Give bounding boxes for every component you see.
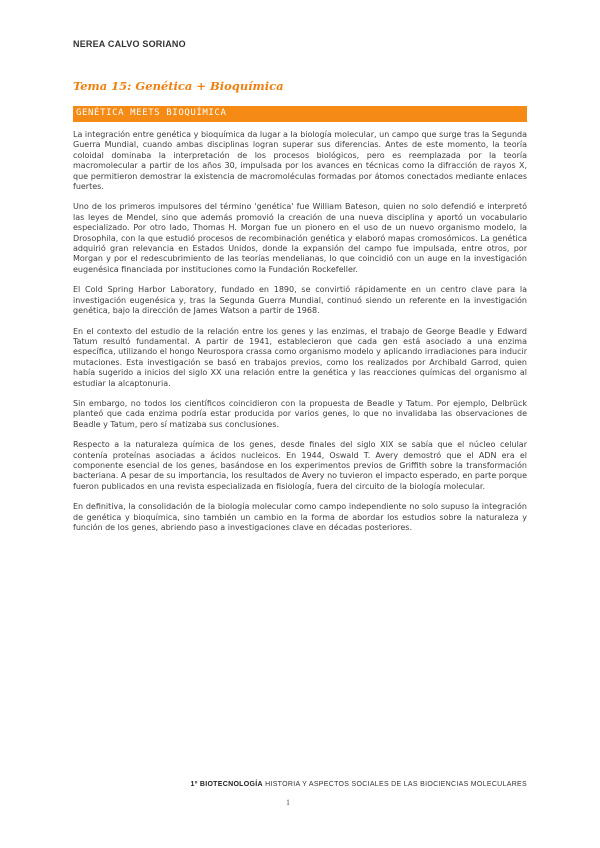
section-header (73, 106, 527, 122)
page-number: 1 (286, 798, 290, 807)
paragraph: El Cold Spring Harbor Laboratory, fundado en 1890, se convirtió rápidamente en un centro clave para la investigación eugenésica y, tras la Segunda Guerra Mundial, continuó siendo un referente en la investigación genética, bajo la dirección de James Watson a partir de 1968. (73, 285, 527, 316)
paragraph: En definitiva, la consolidación de la biología molecular como campo independiente no solo supuso la integración de genética y bioquímica, sino también un cambio en la forma de abordar los estudios sobre la naturaleza y función de los genes, abriendo paso a investigaciones clave en décadas posteriores. (73, 502, 527, 532)
author-name: NEREA CALVO SORIANO (73, 39, 186, 49)
paragraph: La integración entre genética y bioquímica da lugar a la biología molecular, un campo que surge tras la Segunda Guerra Mundial, cuando ambas disciplinas logran superar sus diferencias. Antes de este momento, la teoría coloidal dominaba la interpretación de los procesos biológicos, pero es reemplazada por la teoría macromolecular a partir de los años 30, impulsada por los avances en técnicas como la difracción de rayos X, que permitieron demostrar la existencia de macromoléculas formadas por átomos conectados mediante enlaces fuertes. (73, 130, 527, 192)
footer-subject: HISTORIA Y ASPECTOS SOCIALES DE LAS BIOCIENCIAS MOLECULARES (265, 781, 527, 788)
page-title: Tema 15: Genética + Bioquímica (73, 79, 284, 93)
paragraph: En el contexto del estudio de la relación entre los genes y las enzimas, el trabajo de George Beadle y Edward Tatum resultó fundamental. A partir de 1941, establecieron que cada gen está asociado a una enzima específica, utilizando el hongo Neurospora crassa como organismo modelo y aplicando irradiaciones para inducir mutaciones. Esta investigación se basó en trabajos previos, como los realizados por Archibald Garrod, quien había sugerido a inicios del siglo XX una relación entre la genética y las reacciones químicas del organismo al estudiar la alcaptonuria. (73, 326, 527, 388)
paragraph: Uno de los primeros impulsores del término 'genética' fue William Bateson, quien no solo defendió e interpretó las leyes de Mendel, sino que además promovió la creación de una nueva disciplina y aportó un vocabulario especializado. Por otro lado, Thomas H. Morgan fue un pionero en el uso de un nuevo organismo modelo, la Drosophila, con la que estudió procesos de recombinación genética y elaboró mapas cromosómicos. La genética adquirió gran relevancia en Estados Unidos, donde la expansión del campo fue impulsada, entre otros, por Morgan y por el redescubrimiento de las teorías mendelianas, lo que coincidió con un auge en la investigación eugenésica financiada por instituciones como la Fundación Rockefeller. (73, 202, 527, 274)
page-footer (191, 781, 527, 788)
paragraph: Sin embargo, no todos los científicos coincidieron con la propuesta de Beadle y Tatum. Por ejemplo, Delbrück planteó que cada enzima podría estar producida por varios genes, lo que no invalidaba las observaciones de Beadle y Tatum, pero sí matizaba sus conclusiones. (73, 398, 527, 429)
body-text (73, 130, 527, 543)
paragraph: Respecto a la naturaleza química de los genes, desde finales del siglo XIX se sabía que el núcleo celular contenía proteínas asociadas a ácidos nucleicos. En 1944, Oswald T. Avery demostró que el ADN era el componente esencial de los genes, basándose en los experimentos previos de Griffith sobre la transformación bacteriana. A pesar de su importancia, los resultados de Avery no tuvieron el impacto esperado, en parte porque fueron publicados en una revista especializada en fisiología, fuera del circuito de la biología molecular. (73, 440, 527, 491)
section-header-label: GENÉTICA MEETS BIOQUÍMICA (76, 108, 227, 118)
footer-course: 1º BIOTECNOLOGÍA (190, 781, 263, 788)
